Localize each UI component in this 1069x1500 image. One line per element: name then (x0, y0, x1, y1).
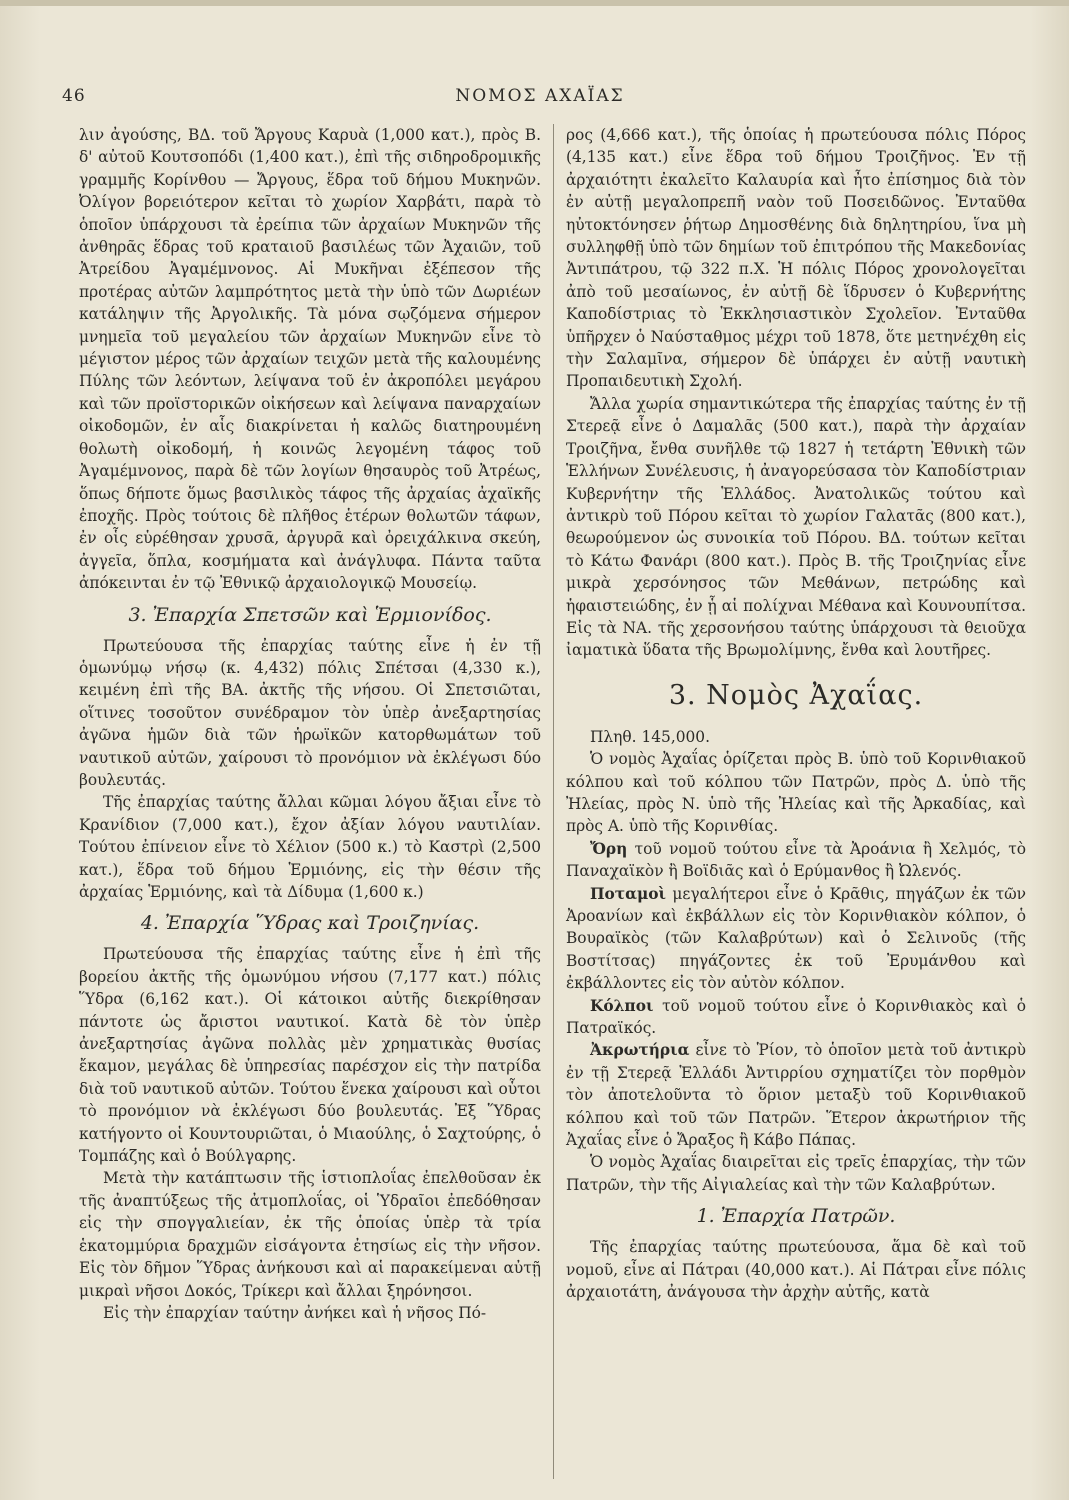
paragraph-poros: ρος (4,666 κατ.), τῆς ὁποίας ἡ πρωτεύουσα πόλις Πόρος (4,135 κατ.) εἶνε ἕδρα τοῦ δήμου Τροιζῆνος. Ἐν τῇ ἀρχαιότητι ἐκαλεῖτο Καλαυρία καὶ ἦτο ἐπίσημος διὰ τὸν ἐν αὐτῇ μεγαλοπρεπῆ ναὸν τοῦ Ποσειδῶνος. Ἐνταῦθα ηὐτοκτόνησεν ῥήτωρ Δημοσθένης διὰ δηλητηρίου, ἵνα μὴ συλληφθῇ ὑπὸ τῶν δημίων τοῦ ἐπιτρόπου τῆς Μακεδονίας Ἀντιπάτρου, τῷ 322 π.Χ. Ἡ πόλις Πόρος χρονολογεῖται ἀπὸ τοῦ μεσαίωνος, ἐν αὐτῇ δὲ ἵδρυσεν ὁ Κυβερνήτης Καποδίστριας τὸ Ἐκκλησιαστικὸν Σχολεῖον. Ἐνταῦθα ὑπῆρχεν ὁ Ναύσταθμος μέχρι τοῦ 1878, ὅτε μετηνέχθη εἰς τὴν Σαλαμῖνα, σήμερον δὲ ὑπάρχει ἐν αὐτῇ ναυτικὴ Προπαιδευτικὴ Σχολή. (566, 126, 1026, 391)
section-heading-hydra: 4. Ἐπαρχία Ὕδρας καὶ Τροιζηνίας. (140, 912, 480, 935)
column-divider (553, 124, 554, 1479)
section-heading-spetses: 3. Ἐπαρχία Σπετσῶν καὶ Ἑρμιονίδος. (128, 603, 492, 626)
page-number: 46 (62, 86, 86, 106)
rivers-label: Ποταμοὶ (590, 884, 666, 903)
paragraph-mycenae: λιν ἀγούσης, ΒΔ. τοῦ Ἄργους Καρυὰ (1,000 κατ.), πρὸς Β. δ' αὐτοῦ Κουτσοπόδι (1,400 κατ.), ἐπὶ τῆς σιδηροδρομικῆς γραμμῆς Κορίνθου — Ἄργους, ἕδρα τοῦ δήμου Μυκηνῶν. Ὀλίγον βορειότερον κεῖται τὸ χωρίον Χαρβάτι, παρὰ τὸ ὁποῖον ὑπάρχουσι τὰ ἐρείπια τῶν ἀρχαίων Μυκηνῶν τῆς ἀνθηρᾶς ἕδρας τοῦ κραταιοῦ βασιλέως τῶν Ἀχαιῶν, τοῦ Ἀτρείδου Ἀγαμέμνονος. Αἱ Μυκῆναι ἐξέπεσον τῆς προτέρας αὐτῶν λαμπρότητος μετὰ τὴν ὑπὸ τῶν Δωριέων κατάληψιν τῆς Ἀργολικῆς. Τὰ μόνα σῳζόμενα σήμερον μνημεῖα τοῦ μεγαλείου τῶν ἀρχαίων Μυκηνῶν εἶνε τὸ μέγιστον μέρος τῶν ἀρχαίων τειχῶν μετὰ τῆς καλουμένης Πύλης τῶν λεόντων, λείψανα τοῦ ἐν ἀκροπόλει μεγάρου καὶ τῶν προϊστορικῶν οἰκήσεων καὶ λείψανα παναρχαίων οἰκοδομῶν, ἐν αἷς διακρίνεται ἡ καλῶς διατηρουμένη θολωτὴ οἰκοδομή, ἡ κοινῶς λεγομένη τάφος τοῦ Ἀγαμέμνονος, παρὰ δὲ τῶν λογίων θησαυρὸς τοῦ Ἀτρέως, ὅπως δήποτε ὅμως βασιλικὸς τάφος τῆς ἀρχαίας ἀχαϊκῆς ἐποχῆς. Πρὸς τούτοις δὲ πλῆθος ἑτέρων θολωτῶν τάφων, ἐν οἷς εὑρέθησαν χρυσᾶ, ἀργυρᾶ καὶ ὀρειχάλκινα σκεύη, ἀγγεῖα, ὅπλα, κοσμήματα καὶ ἀνάγλυφα. Πάντα ταῦτα ἀπόκεινται ἐν τῷ Ἐθνικῷ ἀρχαιολογικῷ Μουσείῳ. (79, 126, 541, 593)
paragraph-boundaries: Ὁ νομὸς Ἀχαΐας ὁρίζεται πρὸς Β. ὑπὸ τοῦ Κορινθιακοῦ κόλπου καὶ τοῦ κόλπου τῶν Πατρῶν, πρὸς Δ. ὑπὸ τῆς Ἠλείας, πρὸς Ν. ὑπὸ τῆς Ἠλείας καὶ τῆς Ἀρκαδίας, καὶ πρὸς Α. ὑπὸ τῆς Κορινθίας. (566, 750, 1026, 836)
paragraph-sponge-fishing: Μετὰ τὴν κατάπτωσιν τῆς ἱστιοπλοΐας ἐπελθοῦσαν ἐκ τῆς ἀναπτύξεως τῆς ἀτμοπλοΐας, οἱ Ὑδραῖοι ἐπεδόθησαν εἰς τὴν σπογγαλιείαν, ἐκ τῆς ὁποίας ὑπὲρ τὰ τρία ἑκατομμύρια δραχμῶν εἰσάγοντα ἐτησίως εἰς τὴν νῆσον. Εἰς τὸν δῆμον Ὕδρας ἀνήκουσι καὶ αἱ παρακείμεναι αὐτῇ μικραὶ νῆσοι Δοκός, Τρίκερι καὶ ἄλλαι ξηρόνησοι. (79, 1169, 541, 1300)
paragraph-spetses: Πρωτεύουσα τῆς ἐπαρχίας ταύτης εἶνε ἡ ἐν τῇ ὁμωνύμῳ νήσῳ (κ. 4,432) πόλις Σπέτσαι (4,330 κ.), κειμένη ἐπὶ τῆς ΒΑ. ἀκτῆς τῆς νήσου. Οἱ Σπετσιῶται, οἵτινες τοσοῦτον συνέδραμον τὸν ὑπὲρ ἀνεξαρτησίας ἀγῶνα ἡμῶν διὰ τῶν ἡρωϊκῶν κατορθωμάτων τοῦ ναυτικοῦ αὐτῶν, χαίρουσι τὸ προνόμιον νὰ ἐκλέγωσι δύο βουλευτάς. (79, 636, 541, 789)
mountains-text: τοῦ νομοῦ τούτου εἶνε τὰ Ἀροάνια ἢ Χελμός, τὸ Παναχαϊκὸν ἢ Βοϊδιᾶς καὶ ὁ Ερύμανθος ἢ Ὠλενός. (566, 839, 1026, 881)
paragraph-kranidi: Τῆς ἐπαρχίας ταύτης ἄλλαι κῶμαι λόγου ἄξιαι εἶνε τὸ Κρανίδιον (7,000 κατ.), ἔχον ἀξίαν λόγου ναυτιλίαν. Τούτου ἐπίνειον εἶνε τὸ Χέλιον (500 κ.) τὸ Καστρὶ (2,500 κατ.), ἕδρα τοῦ δήμου Ἑρμιόνης, εἰς τὴν θέσιν τῆς ἀρχαίας Ἑρμιόνης, καὶ τὰ Δίδυμα (1,600 κ.) (79, 793, 541, 901)
paragraph-rivers (566, 883, 1026, 995)
paragraph-divisions: Ὁ νομὸς Ἀχαΐας διαιρεῖται εἰς τρεῖς ἐπαρχίας, τὴν τῶν Πατρῶν, τὴν τῆς Αἰγιαλείας καὶ τὴν τῶν Καλαβρύτων. (566, 1153, 1026, 1194)
population-line: Πληθ. 145,000. (590, 727, 710, 746)
paragraph-mountains (566, 838, 1026, 883)
page-header (0, 86, 1069, 116)
section-heading-patras: 1. Ἐπαρχία Πατρῶν. (696, 1205, 896, 1228)
paragraph-patras: Τῆς ἐπαρχίας ταύτης πρωτεύουσα, ἅμα δὲ καὶ τοῦ νομοῦ, εἶνε αἱ Πάτραι (40,000 κατ.). Αἱ Πάτραι εἶνε πόλις ἀρχαιοτάτη, ἀνάγουσα τὴν ἀρχὴν αὐτῆς, κατὰ (566, 1238, 1026, 1302)
mountains-label: Ὄρη (590, 839, 628, 858)
gulfs-label: Κόλποι (590, 996, 654, 1015)
left-column (79, 124, 541, 1324)
rivers-text: μεγαλήτεροι εἶνε ὁ Κρᾶθις, πηγάζων ἐκ τῶν Ἀροανίων καὶ ἐκβάλλων εἰς τὸν Κορινθιακὸν κόλπον, ὁ Βουραϊκὸς (τῶν Καλαβρύτων) καὶ ὁ Σελινοῦς (τῆς Βοστίτσας) πηγάζοντες ἐκ τοῦ Ἐρυμάνθου καὶ ἐκβάλλοντες εἰς τὸν αὐτὸν κόλπον. (566, 884, 1026, 993)
page-top-edge (0, 0, 1069, 6)
paragraph-gulfs (566, 995, 1026, 1040)
paragraph-hydra: Πρωτεύουσα τῆς ἐπαρχίας ταύτης εἶνε ἡ ἐπὶ τῆς βορείου ἀκτῆς τῆς ὁμωνύμου νήσου (7,177 κατ.) πόλις Ὕδρα (6,162 κατ.). Οἱ κάτοικοι αὐτῆς διεκρίθησαν πάντοτε ὡς ἄριστοι ναυτικοί. Κατὰ δὲ τὸν ὑπὲρ ἀνεξαρτησίας ἀγῶνα πολλὰς μὲν χρηματικὰς θυσίας ἔκαμον, μεγάλας δὲ ὑπηρεσίας παρέσχον εἰς τὴν πατρίδα διὰ τοῦ ναυτικοῦ αὐτῶν. Τούτου ἕνεκα χαίρουσι καὶ οὗτοι τὸ προνόμιον νὰ ἐκλέγωσι δύο βουλευτάς. Ἐξ Ὕδρας κατήγοντο οἱ Κουντουριῶται, ὁ Μιαούλης, ὁ Σαχτούρης, ὁ Τομπάζης καὶ ὁ Βούλγαρης. (79, 945, 541, 1166)
paragraph-poros-start: Εἰς τὴν ἐπαρχίαν ταύτην ἀνήκει καὶ ἡ νῆσος Πό- (103, 1303, 487, 1322)
right-column (566, 124, 1026, 1304)
running-head: ΝΟΜΟΣ ΑΧΑΪΑΣ (455, 86, 625, 106)
paragraph-capes (566, 1039, 1026, 1151)
paragraph-damalas: Ἄλλα χωρία σημαντικώτερα τῆς ἐπαρχίας ταύτης ἐν τῇ Στερεᾷ εἶνε ὁ Δαμαλᾶς (500 κατ.), παρὰ τὴν ἀρχαίαν Τροιζῆνα, ἔνθα συνῆλθε τῷ 1827 ἡ τετάρτη Ἐθνικὴ τῶν Ἑλλήνων Συνέλευσις, ἡ ἀναγορεύσασα τὸν Καποδίστριαν Κυβερνήτην τῆς Ἑλλάδος. Ἀνατολικῶς τούτου καὶ ἀντικρὺ τοῦ Πόρου κεῖται τὸ χωρίον Γαλατᾶς (800 κατ.), θεωρούμενον ὡς συνοικία τοῦ Πόρου. ΒΔ. τούτων κεῖται τὸ Κάτω Φανάρι (800 κατ.). Πρὸς Β. τῆς Τροιζηνίας εἶνε μικρὰ χερσόνησος τῶν Μεθάνων, πετρώδης καὶ ἡφαιστειώδης, ἐν ᾗ αἱ πολίχναι Μέθανα καὶ Κουνουπίτσα. Εἰς τὰ ΝΑ. τῆς χερσονήσου ταύτης ὑπάρχουσι τὰ θειοῦχα ἰαματικὰ ὕδατα τῆς Βρωμολίμνης, ἔνθα καὶ λουτῆρες. (566, 394, 1026, 660)
capes-label: Ἀκρωτήρια (590, 1041, 690, 1060)
gulfs-text: τοῦ νομοῦ τούτου εἶνε ὁ Κορινθιακὸς καὶ ὁ Πατραϊκός. (566, 996, 1026, 1038)
chapter-heading-achaia: 3. Νομὸς Ἀχαΐας. (668, 679, 924, 711)
capes-text: εἶνε τὸ Ῥίον, τὸ ὁποῖον μετὰ τοῦ ἀντικρὺ ἐν τῇ Στερεᾷ Ἑλλάδι Ἀντιρρίου σχηματίζει τὸν πορθμὸν τὸν ἀποτελοῦντα τὸ ὅριον μεταξὺ τοῦ Κορινθιακοῦ κόλπου καὶ τοῦ τῶν Πατρῶν. Ἕτερον ἀκρωτήριον τῆς Ἀχαΐας εἶνε ὁ Ἄραξος ἢ Κάβο Πάπας. (566, 1041, 1026, 1150)
